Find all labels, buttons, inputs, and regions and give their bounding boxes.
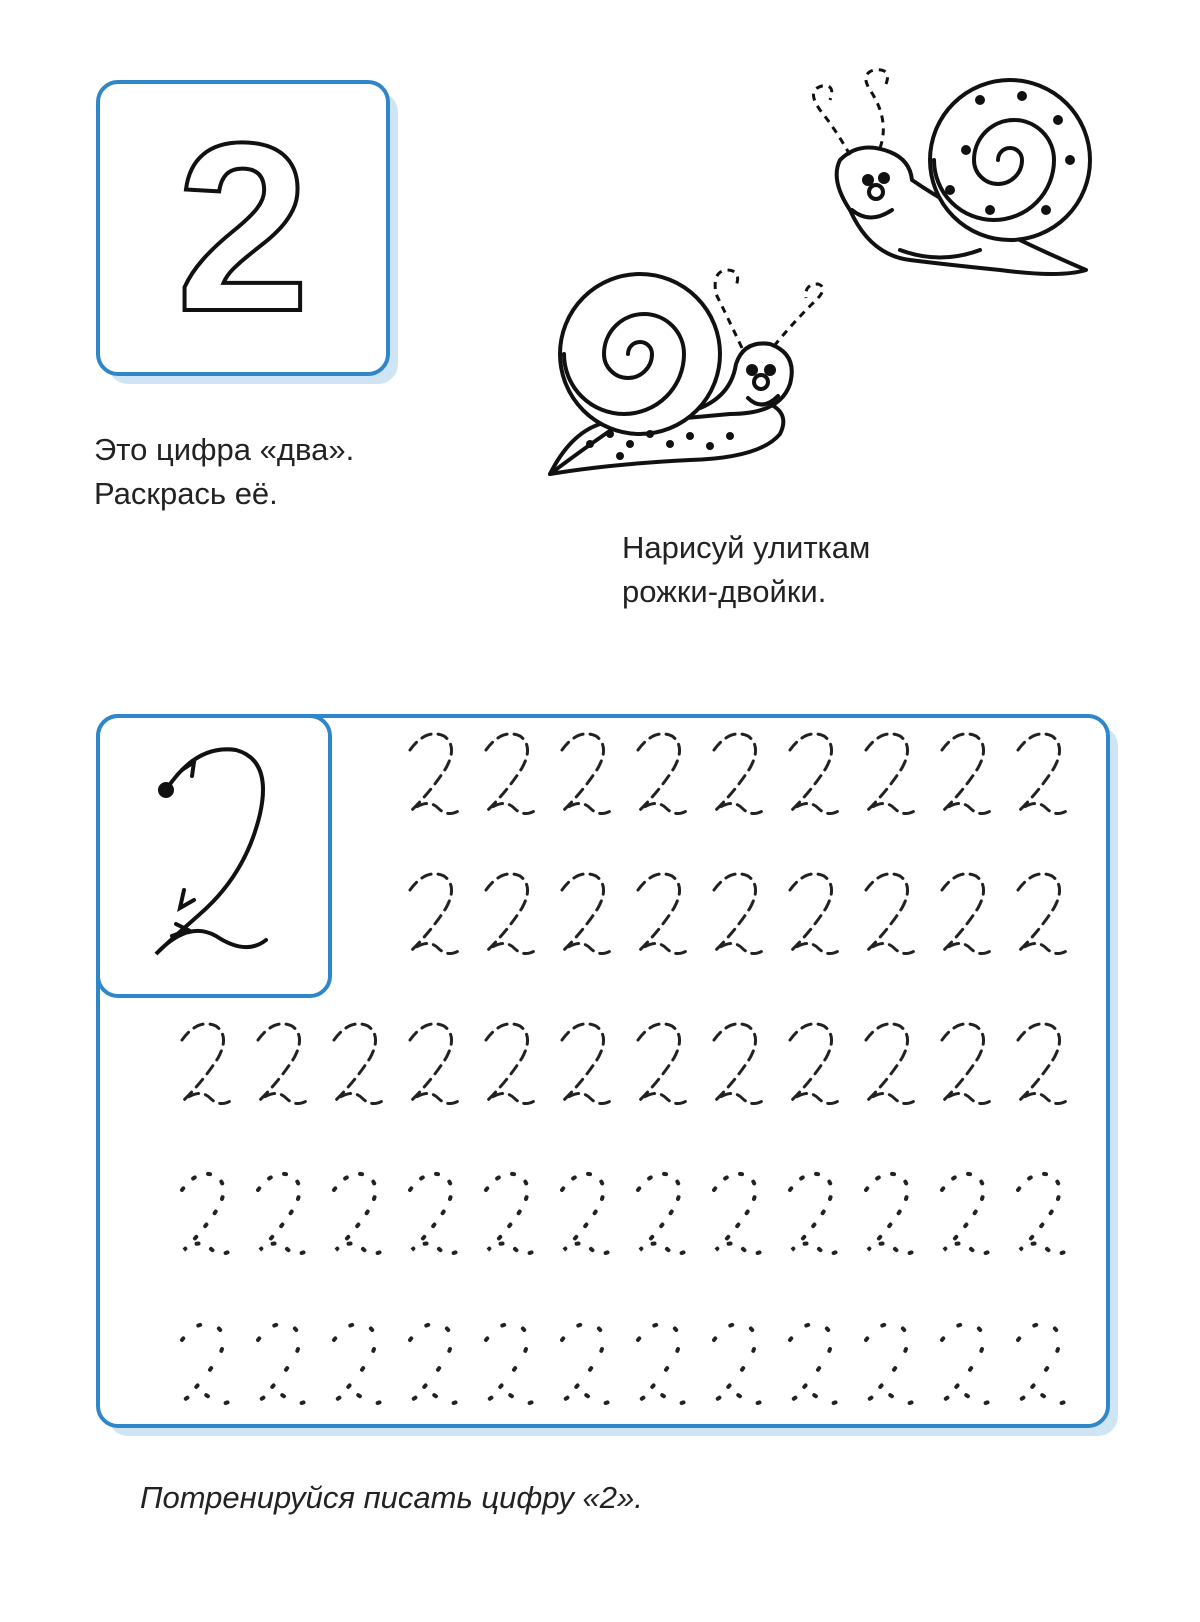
- stroke-order-sample-frame: [96, 714, 332, 998]
- practice-instruction: Потренируйся писать цифру «2».: [140, 1480, 643, 1515]
- snail-upper-illustration: [800, 60, 1120, 290]
- coloring-caption-line1: Это цифра «два».: [94, 432, 355, 467]
- stroke-order-two: [96, 714, 332, 998]
- snail-caption: [622, 526, 870, 614]
- big-digit-outline: [96, 80, 390, 376]
- big-digit-frame: [96, 80, 390, 376]
- coloring-caption: [94, 428, 354, 516]
- snail-caption-line2: рожки-двойки.: [622, 574, 827, 609]
- coloring-caption-line2: Раскрась её.: [94, 476, 278, 511]
- snail-lower-illustration: [530, 264, 850, 494]
- snail-caption-line1: Нарисуй улиткам: [622, 530, 871, 565]
- svg-text:2: 2: [176, 93, 310, 361]
